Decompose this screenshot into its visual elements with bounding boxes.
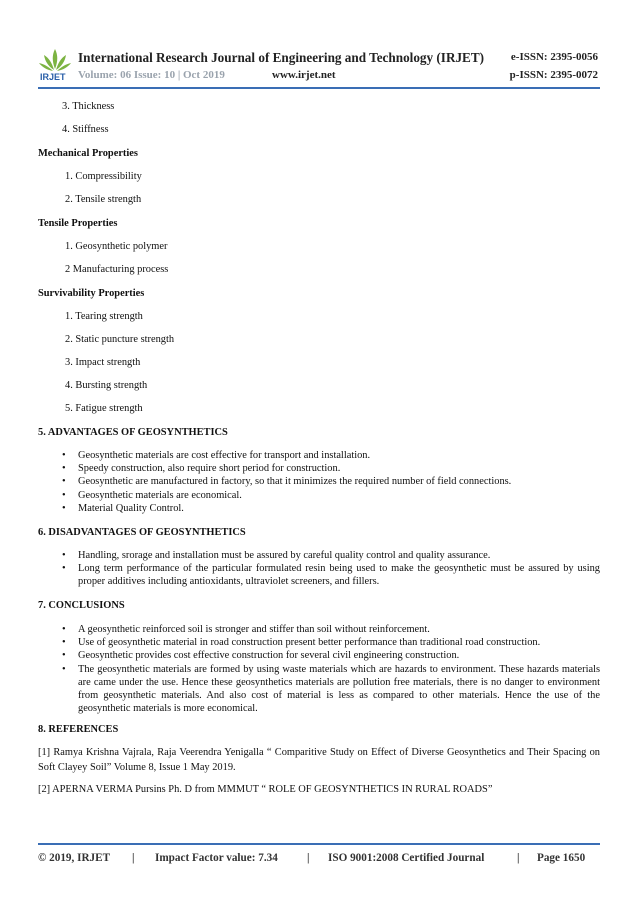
conclusions-list bbox=[62, 623, 600, 715]
pissn: p-ISSN: 2395-0072 bbox=[509, 69, 598, 81]
list-item: • Handling, srorage and installation must be assured by careful quality control and quality assurance. bbox=[62, 549, 600, 562]
footer-separator: | bbox=[307, 852, 310, 864]
reference-item: [1] Ramya Krishna Vajrala, Raja Veerendra Yenigalla “ Comparitive Study on Effect of Diverse Geosynthetics and Their Spacing on Soft Clayey Soil” Volume 8, Issue 1 May 2019. bbox=[38, 747, 600, 773]
list-item: • The geosynthetic materials are formed by using waste materials which are hazards to environment. These hazards materials are came under the use. Hence these geosynthetics materials are pollution free materials, there is no danger to environment from geosynthetic materials. And also cost of material is less as compared to other materials. Hence the use of the geosynthetic materials is more economical. bbox=[62, 663, 600, 716]
page-number: Page 1650 bbox=[537, 852, 586, 864]
advantages-list bbox=[62, 449, 600, 515]
list-item: • Geosynthetic materials are cost effective for transport and installation. bbox=[62, 449, 600, 462]
list-item: 1. Geosynthetic polymer bbox=[65, 241, 168, 252]
impact-factor: Impact Factor value: 7.34 bbox=[155, 852, 278, 864]
list-item: 3. Impact strength bbox=[65, 357, 141, 368]
website-link[interactable]: www.irjet.net bbox=[272, 69, 336, 81]
footer-divider bbox=[38, 843, 600, 845]
list-item: • A geosynthetic reinforced soil is stronger and stiffer than soil without reinforcement. bbox=[62, 623, 600, 636]
section-heading: 7. CONCLUSIONS bbox=[38, 600, 125, 611]
list-item: 4. Bursting strength bbox=[65, 380, 148, 391]
eissn: e-ISSN: 2395-0056 bbox=[510, 51, 598, 63]
list-item: • Material Quality Control. bbox=[62, 502, 600, 515]
section-heading: 5. ADVANTAGES OF GEOSYNTHETICS bbox=[38, 427, 228, 438]
header-divider bbox=[38, 87, 600, 89]
footer-separator: | bbox=[517, 852, 520, 864]
section-heading: Tensile Properties bbox=[38, 218, 118, 229]
list-item: 2. Tensile strength bbox=[65, 194, 142, 205]
iso-certification: ISO 9001:2008 Certified Journal bbox=[328, 852, 485, 864]
page-header bbox=[0, 0, 638, 92]
section-heading: Survivability Properties bbox=[38, 288, 145, 299]
section-heading: Mechanical Properties bbox=[38, 148, 138, 159]
section-heading: 6. DISADVANTAGES OF GEOSYNTHETICS bbox=[38, 527, 246, 538]
list-item: 3. Thickness bbox=[62, 101, 115, 112]
copyright: © 2019, IRJET bbox=[38, 852, 111, 864]
list-item: 2 Manufacturing process bbox=[65, 264, 169, 275]
list-item: 1. Compressibility bbox=[65, 171, 142, 182]
list-item: 1. Tearing strength bbox=[65, 311, 143, 322]
reference-item: [2] APERNA VERMA Pursins Ph. D from MMMUT “ ROLE OF GEOSYNTHETICS IN RURAL ROADS” bbox=[38, 784, 493, 795]
list-item: 4. Stiffness bbox=[62, 124, 109, 135]
list-item: • Geosynthetic materials are economical. bbox=[62, 489, 600, 502]
section-heading: 8. REFERENCES bbox=[38, 724, 119, 735]
list-item: • Use of geosynthetic material in road construction present better performance than traditional road construction. bbox=[62, 636, 600, 649]
list-item: • Geosynthetic provides cost effective construction for several civil engineering construction. bbox=[62, 649, 600, 662]
footer-separator: | bbox=[132, 852, 135, 864]
logo-text: IRJET bbox=[40, 72, 66, 82]
volume-info: Volume: 06 Issue: 10 | Oct 2019 bbox=[78, 69, 225, 81]
list-item: • Speedy construction, also require short period for construction. bbox=[62, 462, 600, 475]
disadvantages-list bbox=[62, 549, 600, 589]
journal-title: International Research Journal of Engineering and Technology (IRJET) bbox=[78, 50, 485, 65]
list-item: • Long term performance of the particular formulated resin being used to make the geosynthetic must be assured by using proper additives including antioxidants, ultraviolet screeners, and fillers. bbox=[62, 562, 600, 588]
list-item: • Geosynthetic are manufactured in factory, so that it minimizes the required number of field connections. bbox=[62, 475, 600, 488]
list-item: 2. Static puncture strength bbox=[65, 334, 175, 345]
list-item: 5. Fatigue strength bbox=[65, 403, 143, 414]
